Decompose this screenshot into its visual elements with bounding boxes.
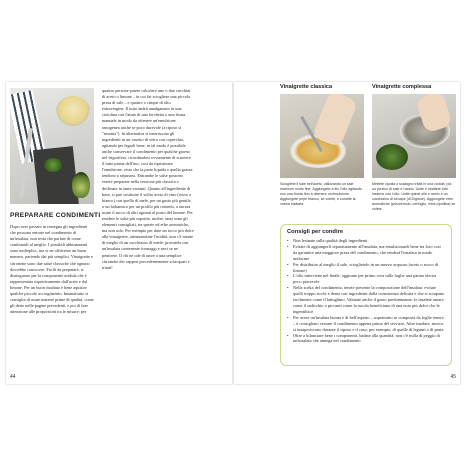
salad-ingredients-photo xyxy=(10,88,94,204)
tip-item xyxy=(287,273,445,285)
dressing-bowl xyxy=(56,96,90,126)
left-page xyxy=(6,82,232,384)
section-title: PREPARARE CONDIMENTI xyxy=(10,212,101,219)
greens xyxy=(376,144,408,170)
hand xyxy=(312,94,359,148)
page-number-right: 45 xyxy=(450,374,456,380)
classic-vinaigrette-photo xyxy=(280,94,364,178)
bullet-icon: • xyxy=(287,238,289,243)
variant-title-classic: Vinaigrette classica xyxy=(280,84,333,90)
cutting-board xyxy=(33,146,79,204)
body-column-right xyxy=(102,88,194,271)
bullet-icon: • xyxy=(287,261,289,267)
caption-complex: Mettete cipolla o scalogno tritati in una ciotola, poi un pizzico di sale e l'aceto. Unite e sbattete tutti insieme con l'olio. Unite quindi olio e aceto e un cucchiaino di senape (di Digione). Aggiungete erbe aromatiche (prezzemolo, cerfoglio, erba cipollina) se volete. xyxy=(372,182,456,211)
bullet-icon: • xyxy=(287,285,289,291)
tips-title: Consigli per condire xyxy=(287,229,344,235)
page-number-left: 44 xyxy=(10,374,16,380)
tip-text: Evitate di aggiungerli separatamente all'insalata, ma emulsionateli bene tra loro così da garantire una maggiore presa del condimento, che renderà l'insalata in modo uniforme xyxy=(293,243,441,261)
tip-text: Per distribuire al meglio il sale, scioglietelo in un mezzo acquoso (aceto o succo di limone) xyxy=(293,261,439,273)
avocado xyxy=(72,172,90,198)
body-text-left: Dopo aver passato in rassegna gli ingredienti che possono entrare nel condimento di un'insalata, non resta che parlare di come combinarli al meglio. I possibili abbinamenti sono molteplici, ma vi ne offriremo un buon numero, partendo dai più semplici. Vinaigrette e citronette sono due salse classiche che ognuno dovrebbe conoscere. Facili da preparare, si distinguono per la componente acidula che è rappresentata rispettivamente dall'aceto e dal limone. Per un buon risultato è bene aquisire qualche piccolo accorgimento. Innanzitutto si consiglia di usare materie prime di qualità, come gli detto nelle pagine precedenti, e poi di fare attenzione alle proporzioni tra le misure: per xyxy=(10,224,94,315)
tip-item xyxy=(287,333,445,345)
variant-title-complex: Vinaigrette complessa xyxy=(372,84,432,90)
tip-text: Oltre a bilanciare bene i componenti, badate alla quantità: non c'è nulla di peggio di un'insalata che annega nel condimento xyxy=(293,332,440,344)
tip-item xyxy=(287,285,445,315)
complex-vinaigrette-photo xyxy=(372,94,456,178)
bullet-icon: • xyxy=(287,314,289,320)
body-text-right: quattro persone potete calcolare uno o due cucchiai di aceto o limone – in cui far sciogliere una piccola presa di sale – e quattro o cinque di olio extravergine. Il tutto andrà amalgamato in una ciotolina con l'aiuto di una forchetta o una frusta manuale in modo da ottenere un'emulsione omogenea anche se poco durevole (a riposo si "smonta"). In alternativa si inseriscono gli ingredienti in un vasetto di vetro con coperchio, agitando per legarli bene, in tal modo è possibile anche conservare il condimento per qualche giorno nel frigorifero, ricordandosi ovviamente di scuotere il tutto prima dell'uso, così da ripristinare l'emulsione, visto che la parte liquida e quella grassa tendono a separarsi. Entrambe le salse possono essere preparate nella versione più classica o declinate in tante varianti. Quanto all'ingrediente di base, si può sostituire il solito aceto di vino (rosso o bianco) con quello di mele, per un gusto più gentile, o un balsamico per un profilo più rotondo, a ancora usare il succo di altri agrumi al posto del limone. Per rendere le salse più saporite, inoltre, tanti sono gli elementi consigliati, tra spezie ed erbe aromatiche, ma non solo. Per esempio per dare un tocco più dolce alla vinaigrette, attenuandone l'acidità, non c'è niente di meglio di un cucchiaino di miele: provatela con un'insalata contenente formaggi e noci se ne pentirete. Il chi ne ode di unire a una semplice citronette dei capperi precedentemente sciacquati e tritati! xyxy=(102,88,194,270)
tip-item xyxy=(287,315,445,333)
tip-text: Nella scelta del condimento, tenete presente la composizione dell'insalata: evitate quelli troppo ricchi e densi con ingredienti dalla consistenza delicata e che si sciupano facilmente come il lattughino. Valutate anche il gusto predominante: le insalate amare come il radicchio o piccanti come la rucola beneficiano di una nota più dolce che le ingentilisce xyxy=(293,285,445,314)
bullet-icon: • xyxy=(287,332,289,338)
tips-box xyxy=(280,224,452,366)
herb-bunch xyxy=(44,158,62,172)
bullet-icon: • xyxy=(287,243,289,249)
caption-classic: Sciogliete il sale nell'aceto, utilizzando un sale marinum molto fine. Aggiungete a filo l'olio agitando con una frusta fino a ottenere un'emulsione. Aggiungete pepe bianco, se volete, e condite la vostra insalata. xyxy=(280,182,362,206)
body-column-left xyxy=(10,224,94,315)
tip-text: Per avere un'insalata buona e di bell'aspetto – soprattutto se composta da foglie tenere – è consigliato versare il condimento appena prima del servizio. Altre insalate, invece, si insaporiscono durante il riposo e il caso, per esempio, di quelle di legumi o di pasta xyxy=(293,314,445,332)
tip-item xyxy=(287,262,445,274)
tips-list xyxy=(287,238,445,344)
tip-item xyxy=(287,244,445,262)
right-page xyxy=(234,82,460,384)
tip-text: L'olio interviene nel finale: aggiunto per primo crea sulle foglie una patina oleosa poco piacevole xyxy=(293,273,437,285)
tip-text: Non lesinate sulla qualità degli ingredienti xyxy=(293,238,368,243)
bullet-icon: • xyxy=(287,273,289,279)
